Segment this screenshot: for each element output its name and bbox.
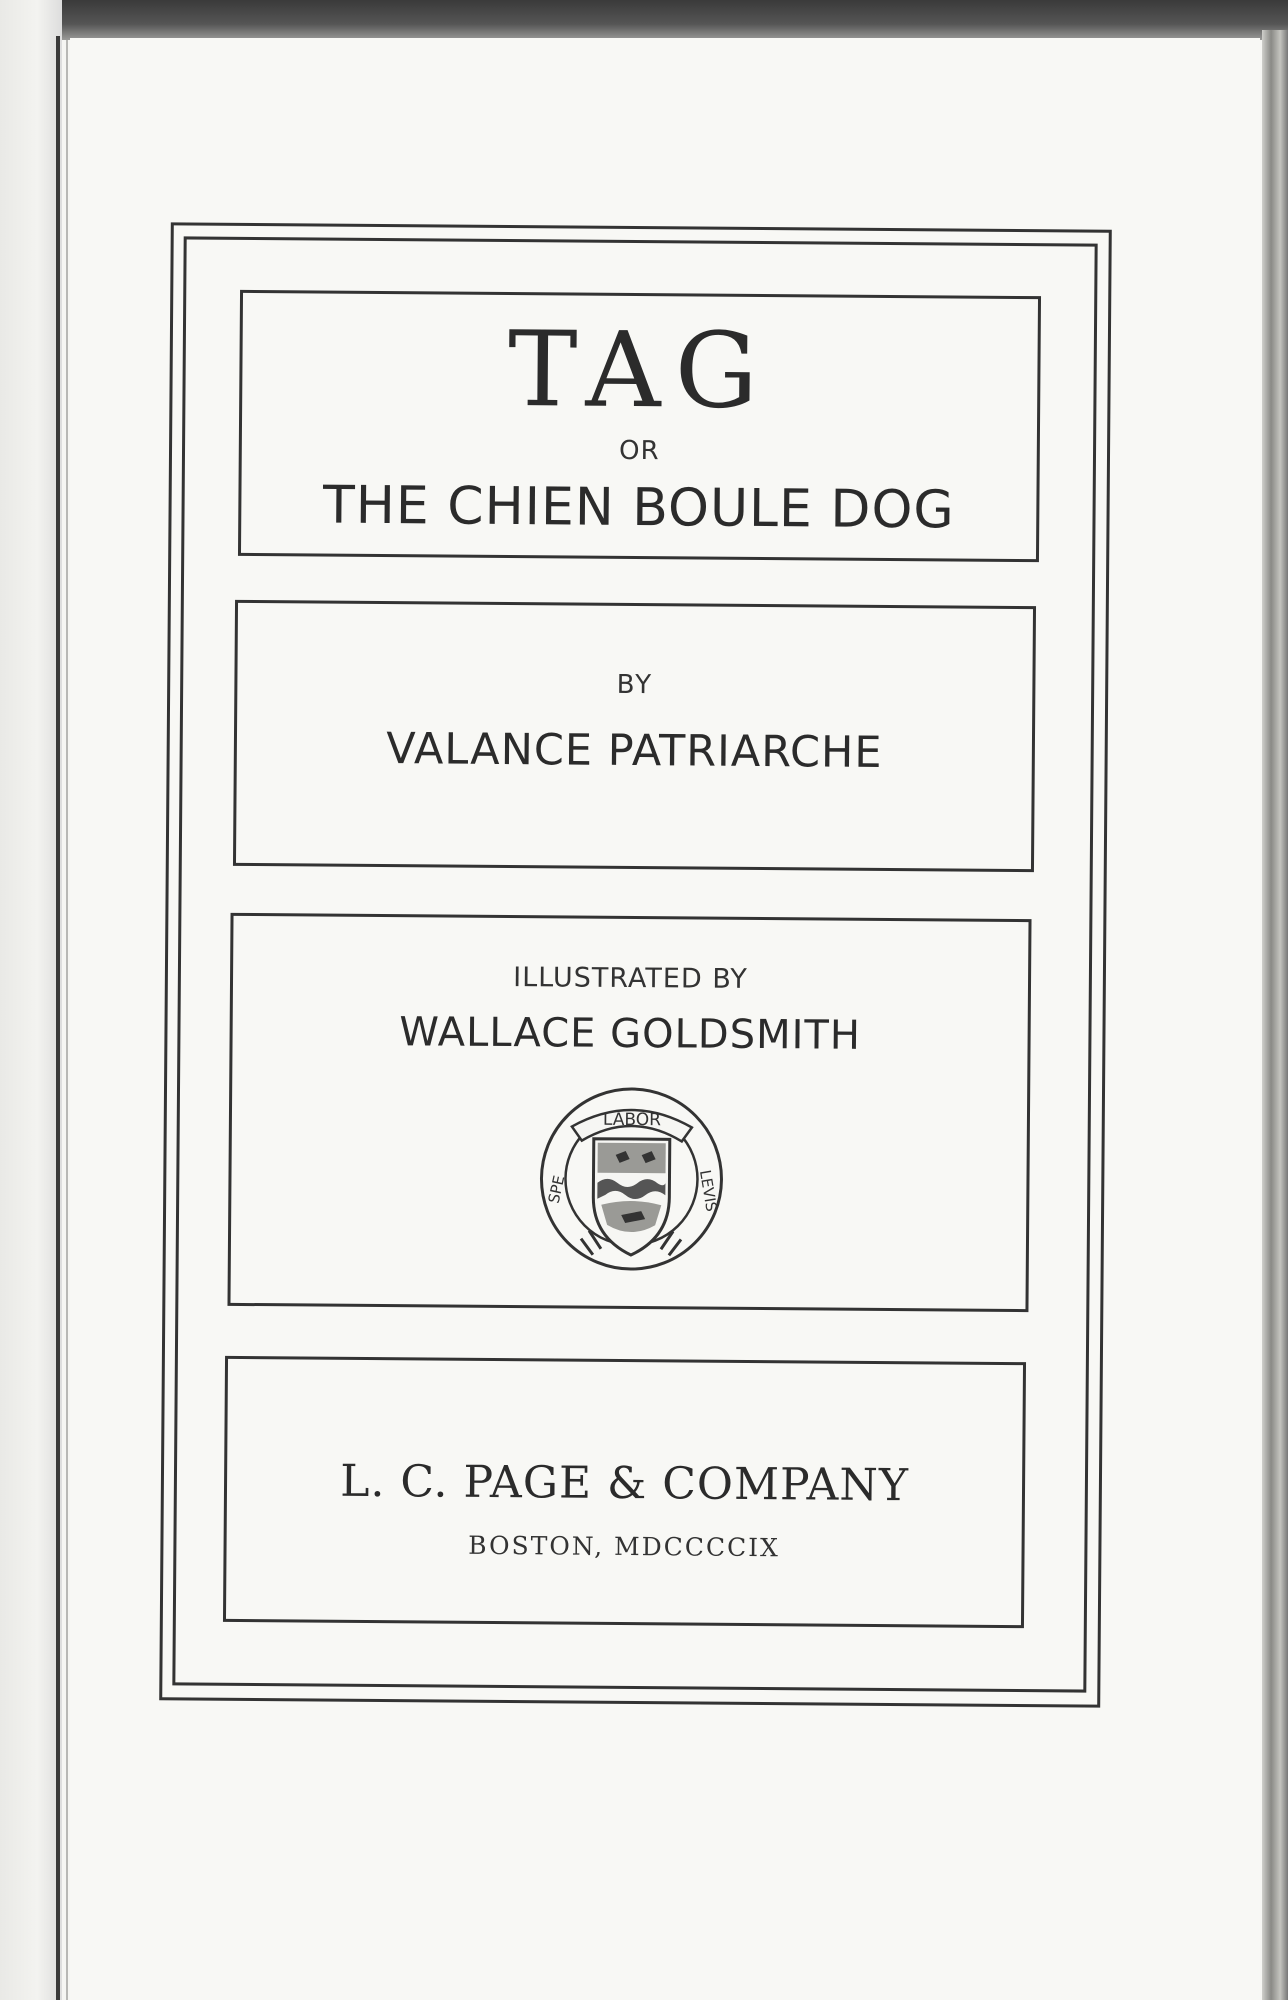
book-title: TAG (507, 307, 773, 433)
seal-motto-top: LABOR (602, 1109, 662, 1131)
scan-top-edge (0, 0, 1288, 40)
seal-motto-left: SPE (544, 1173, 569, 1206)
publisher-seal-icon (531, 1078, 733, 1280)
book-subtitle: THE CHIEN BOULE DOG (322, 475, 955, 541)
publisher-panel (223, 1356, 1026, 1628)
author-panel (233, 600, 1036, 872)
illustrator-panel (227, 913, 1031, 1312)
book-binding (0, 0, 62, 2000)
illustrated-by-label: ILLUSTRATED BY (513, 962, 748, 995)
publication-place-date: BOSTON, MDCCCCIX (468, 1530, 780, 1563)
publisher-name: L. C. PAGE & COMPANY (340, 1455, 910, 1512)
title-connector: OR (618, 435, 660, 467)
by-label: BY (616, 669, 654, 701)
seal-motto-right: LEVIS (695, 1168, 721, 1213)
illustrator-name: WALLACE GOLDSMITH (399, 1009, 862, 1059)
author-name: VALANCE PATRIARCHE (386, 724, 883, 778)
page-edges (1262, 30, 1288, 2000)
binding-shadow-line (56, 36, 60, 2000)
page-gutter-line (66, 40, 68, 2000)
title-panel (238, 290, 1041, 562)
